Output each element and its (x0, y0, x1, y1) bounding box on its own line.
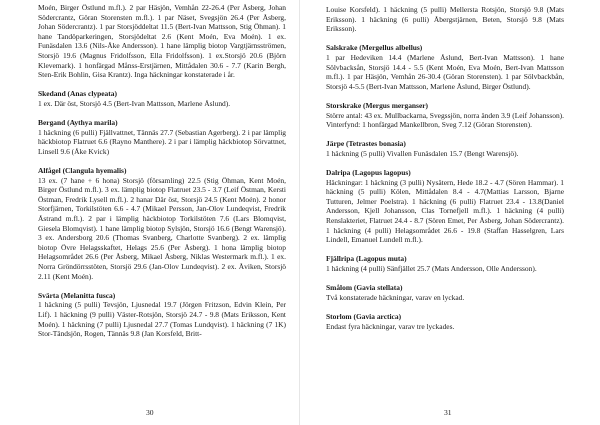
species-text: Större antal: 43 ex. Mullbackarna, Svegssjön, norra änden 3.9 (Leif Johansson). Vinterfynd: 1 honfärgad Mankellbron, Sveg 7.12 (Göran Storensten). (326, 110, 564, 130)
page-number-right: 31 (444, 408, 452, 417)
species-text: Endast fyra häckningar, varav tre lyckades. (326, 321, 455, 331)
species-text: 13 ex. (7 hane + 6 hona) Storsjö (församling) 22.5 (Stig Öhman, Kent Moén, Birger Östlund m.fl.). 3 ex. lämplig biotop Flatruet 23.5 - 3.7 (Leif Östman, Kersti Östman, Fredrik Lysell m.fl.). 2 hanar Där öst, Storsjö 24.5 (Kent Moén). 2 honor Storfjärnen, Torkilstöten 6.6 - 4.7 (Mikael Persson, Jan-Olov Lundeqvist, Fredrik Åstrand m.fl.). 2 par i lämplig häckbiotop Torkilstöten 7.6 (Lars Blomqvist, Giesela Blomqvist). 1 hane lämplig biotop Sylsjön, Storsjö 16.6 (Bengt Warensjö). 3 ex. Andersborg 20.6 (Thomas Svanberg, Charlotte Svanberg). 2 ex. lämplig biotop Övre Helagsskaftet, Helags 25.6 (Per Åsberg). 1 hona lämplig biotop Helagsområdet 26.6 (Per Åsberg, Mikael Åsberg, Niklas Westermark m.fl.). 1 ex. Norra Gröndörrsstöten, Storsjö 29.6 (Jan-Olov Lundeqvist). 2 ex. Åviken, Storsjö 2.11 (Kent Moén). (38, 175, 286, 281)
species-title: Dalripa (Lagopus lagopus) (326, 168, 411, 178)
species-title: Fjällripa (Lagopus muta) (326, 254, 407, 264)
species-text: 1 häckning (5 pulli) Vivallen Funäsdalen 15.7 (Bengt Warensjö). (326, 148, 519, 158)
species-title: Alfågel (Clangula hyemalis) (38, 166, 127, 176)
species-title: Storlom (Gavia arctica) (326, 312, 402, 321)
species-entry-skedand (38, 89, 286, 108)
species-text: 1 häckning (6 pulli) Fjällvattnet, Tännäs 27.7 (Sebastian Agerberg). 2 i par lämplig häckbiotop Flatruet 6.6 (Rayno Manthere). 2 i par i lämplig häckbiotop Sörvattnet, Linsell 9.6 (Åke Kvick) (38, 127, 286, 156)
page-number-left: 30 (146, 408, 154, 417)
species-entry-fjallripa (326, 254, 564, 273)
species-entry-smalom (326, 283, 564, 302)
species-text: 1 häckning (5 pulli) Tevsjön, Ljusnedal 19.7 (Jörgen Fritzson, Edvin Klein, Per Lif). 1 häckning (9 pulli) Väster-Rotsjön, Storsjö 24.7 - 9.8 (Mats Eriksson, Kent Moén). 1 häckning (7 pulli) Ljusnedal 27.7 (Tomas Lundqvist). 1 häckning (7 1K) Stor-Tändsjön, Rogen, Tännäs 9.8 (Jan Korsfeld, Britt- (38, 300, 286, 339)
right-page (300, 0, 600, 425)
species-entry-jarpe (326, 139, 564, 158)
species-entry-salskrake (326, 43, 564, 91)
species-text: 1 ex. Där öst, Storsjö 4.5 (Bert-Ivan Mattsson, Marlene Åslund). (38, 98, 231, 108)
species-entry-dalripa (326, 168, 564, 245)
species-entry-bergand (38, 118, 286, 156)
species-title: Salskrake (Mergellus albellus) (326, 43, 423, 53)
species-entry-alfagel (38, 166, 286, 281)
species-title: Skedand (Anas clypeata) (38, 89, 117, 99)
species-title: Bergand (Aythya marila) (38, 118, 118, 128)
species-entry-svarta (38, 291, 286, 339)
right-intro-paragraph: Louise Korsfeld). 1 häckning (5 pulli) Mellersta Rotsjön, Storsjö 9.8 (Mats Eriksson). 1 häckning (6 pulli) Åbergstjärnen, Beten, Storsjö 9.8 (Mats Eriksson). (326, 5, 564, 34)
species-text: 1 häckning (4 pulli) Sänfjället 25.7 (Mats Andersson, Olle Andersson). (326, 264, 537, 274)
species-text: Häckningar: 1 häckning (3 pulli) Nysätern, Hede 18.2 - 4.7 (Sören Hammar). 1 häckning (5 pulli) Kölen, Mittådalen 8.4 - 4.7(Mattias Larsson, Bjarne Tutturen, Jelmer Poelstra). 1 häckning (6 pulli) Flatruet 23.4 - 13.8(Daniel Andersson, Kjell Johansson, Clas Tornefjell m.fl.). 1 häckning (4 pulli) Renslakteriet, Flatruet 24.4 - 8.7 (Sören Emet, Per Åsberg, Johan Södercrantz). 1 häckning (4 pulli) Helagsområdet 26.6 - 19.8 (Staffan Hasselgren, Lars Lindell, Emanuel Lundell m.fl.). (326, 177, 564, 245)
species-title: Smålom (Gavia stellata) (326, 283, 403, 293)
species-entry-storlom (326, 312, 564, 331)
species-entry-storskrake (326, 101, 564, 130)
species-title: Svärta (Melanitta fusca) (38, 290, 116, 300)
left-intro-paragraph: Moén, Birger Östlund m.fl.). 2 par Häsjön, Vemhån 22-26.4 (Per Åsberg, Johan Södercrantz, Göran Storensten m.fl.). 1 par Näset, Svegsjön 26.4 (Per Åsberg, Johan Södercrantz). 1 par Storsjöddeltat 11.5 (Bert-Ivan Mattsson, Stig Öhman). 1 hane Tandöparkeringen, Storsjödeltat 2.6 (Kent Moén, Eva Moén). 1 ex. Funäsdalen 13.6 (Nils-Åke Andersson). 1 hane lämplig biotop Vargtjärnsströmen, Storsjö 19.6 (Magnus Fridolfsson, Ella Fridolfsson). 1 ex.Storsjö 20.6 (Björn Klevemark). 1 honfärgad Månss-Erstjärnen, Mittådalen 30.6 - 7.7 (Karin Bergh, Sten-Erik Bohlin, Gisa Krantz). Inga häckningar konstaterade i år. (38, 3, 286, 80)
species-text: Två konstaterade häckningar, varav en lyckad. (326, 292, 465, 302)
species-title: Storskrake (Mergus merganser) (326, 100, 429, 110)
species-title: Järpe (Tetrastes bonasia) (326, 139, 406, 149)
species-text: 1 par Hedeviken 14.4 (Marlene Åslund, Bert-Ivan Mattsson). 1 hane Sölvbacksån, Storsjö 14.4 - 5.5 (Kent Moén, Eva Moén, Bert-Ivan Mattsson m.fl.). 1 par Häsjön, Vemhån 26-30.4 (Göran Storensten). 1 par Sölvbackbån, Storsjö 4-5.5 (Bert-Ivan Mattsson, Marlene Åslund, Birger Östlund). (326, 52, 564, 91)
